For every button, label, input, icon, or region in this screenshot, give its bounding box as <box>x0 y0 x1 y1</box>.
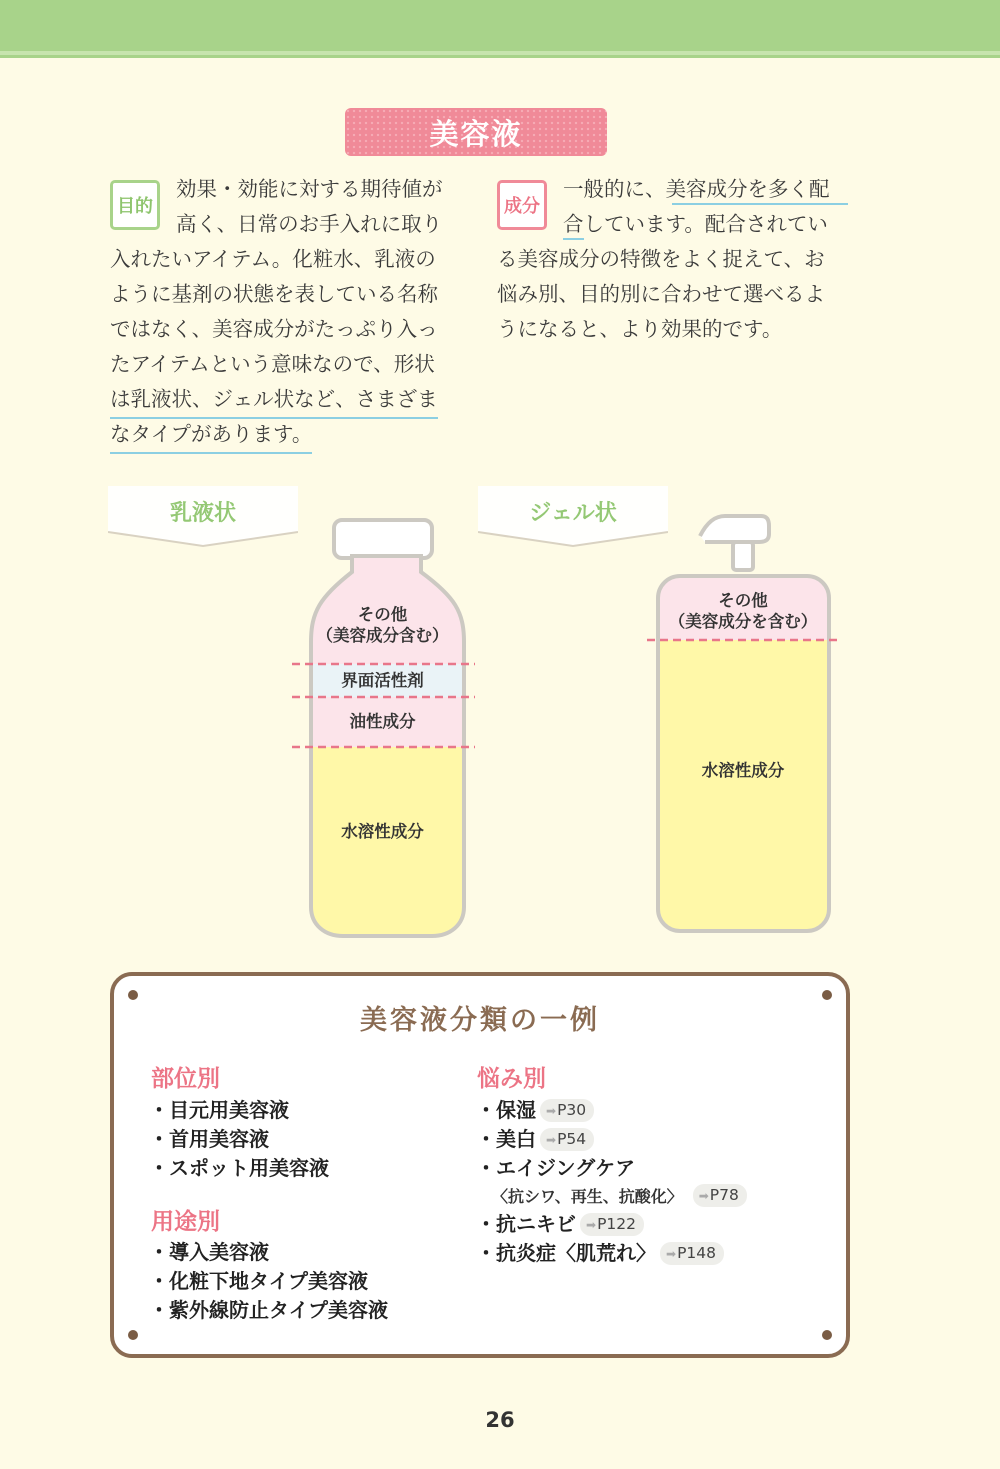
milky-layer-oil: 油性成分 <box>349 712 416 731</box>
ingredients-tag: 成分 <box>497 180 547 230</box>
ingredients-line: 一般的に、美容成分を多く配 <box>563 177 830 201</box>
top-color-band <box>0 0 1000 58</box>
by-area-item: ・目元用美容液 <box>149 1098 289 1122</box>
by-concern-item <box>476 1125 594 1154</box>
gel-bottle <box>645 508 845 938</box>
top-band-stripe <box>0 51 1000 55</box>
arrow-icon: ➡ <box>546 1104 557 1118</box>
milky-layer-surfactant: 界面活性剤 <box>341 671 424 690</box>
arrow-icon: ➡ <box>666 1247 677 1261</box>
purpose-line: なタイプがあります。 <box>110 417 312 454</box>
ingredients-line: る美容成分の特徴をよく捉えて、お <box>497 247 825 271</box>
milky-other-label: その他 <box>357 605 408 624</box>
arrow-icon: ➡ <box>586 1218 597 1232</box>
purpose-line: 効果・効能に対する期待値が <box>176 177 443 201</box>
page-ref-badge <box>660 1242 724 1265</box>
by-concern-label: ・保湿 <box>476 1098 536 1122</box>
by-concern-subitem <box>492 1184 747 1207</box>
page-ref: P78 <box>709 1186 739 1204</box>
by-concern-label: ・抗ニキビ <box>476 1212 576 1236</box>
gel-other-sub: （美容成分を含む） <box>668 612 818 631</box>
by-concern-item <box>476 1154 635 1183</box>
by-use-heading: 用途別 <box>151 1209 220 1235</box>
purpose-line: たアイテムという意味なので、形状 <box>110 352 435 376</box>
page-ref: P30 <box>557 1101 587 1119</box>
by-concern-label: ・抗炎症〈肌荒れ〉 <box>476 1241 656 1265</box>
gel-other-label: その他 <box>718 591 768 610</box>
gel-label: ジェル状 <box>529 501 617 526</box>
page-ref: P54 <box>557 1130 587 1148</box>
page-ref-badge <box>693 1184 747 1207</box>
page-ref: P122 <box>597 1215 636 1233</box>
gel-layer-other <box>655 590 831 632</box>
page-ref-badge <box>580 1213 644 1236</box>
by-area-heading: 部位別 <box>151 1066 220 1092</box>
milky-label-banner <box>108 486 298 546</box>
by-use-item: ・化粧下地タイプ美容液 <box>149 1269 368 1293</box>
by-use-item: ・紫外線防止タイプ美容液 <box>149 1298 388 1322</box>
page-ref-badge <box>540 1099 594 1122</box>
by-concern-item <box>476 1239 724 1268</box>
classification-box <box>110 972 850 1358</box>
milky-other-sub: （美容成分含む） <box>316 626 449 645</box>
classification-title: 美容液分類の一例 <box>360 1005 600 1036</box>
milky-label: 乳液状 <box>169 501 236 526</box>
corner-dot <box>128 1330 138 1340</box>
purpose-line: 入れたいアイテム。化粧水、乳液の <box>110 247 436 271</box>
by-concern-item <box>476 1096 594 1125</box>
by-area-item: ・首用美容液 <box>149 1127 269 1151</box>
corner-dot <box>822 1330 832 1340</box>
gel-layer-water: 水溶性成分 <box>701 761 785 780</box>
arrow-icon: ➡ <box>546 1133 557 1147</box>
page-number: 26 <box>485 1408 515 1432</box>
gel-label-banner <box>478 486 668 546</box>
arrow-icon: ➡ <box>698 1189 709 1203</box>
purpose-tag: 目的 <box>110 180 160 230</box>
by-concern-label: ・エイジングケア <box>476 1156 636 1180</box>
ingredients-line: 合しています。配合されてい <box>563 212 828 236</box>
milky-layer-water: 水溶性成分 <box>341 822 424 841</box>
by-area-item: ・スポット用美容液 <box>149 1156 329 1180</box>
ingredients-underline <box>672 203 848 205</box>
ingredients-line: 悩み別、目的別に合わせて選べるよ <box>497 282 825 306</box>
page-ref-badge <box>540 1128 594 1151</box>
page-ref: P148 <box>677 1244 716 1262</box>
by-use-item: ・導入美容液 <box>149 1240 269 1264</box>
ingredients-underline <box>563 238 584 240</box>
by-concern-heading: 悩み別 <box>477 1066 546 1092</box>
ingredients-line: うになると、より効果的です。 <box>497 317 783 341</box>
by-concern-label: ・美白 <box>476 1127 536 1151</box>
purpose-line: は乳液状、ジェル状など、さまざま <box>110 382 438 419</box>
milky-layer-other <box>290 604 475 646</box>
purpose-line: ではなく、美容成分がたっぷり入っ <box>110 317 438 341</box>
by-concern-item <box>476 1210 644 1239</box>
by-concern-sub: 〈抗シワ、再生、抗酸化〉 <box>492 1187 683 1206</box>
page-title: 美容液 <box>345 108 607 156</box>
purpose-line: ように基剤の状態を表している名称 <box>110 282 438 306</box>
purpose-line: 高く、日常のお手入れに取り <box>176 212 443 236</box>
